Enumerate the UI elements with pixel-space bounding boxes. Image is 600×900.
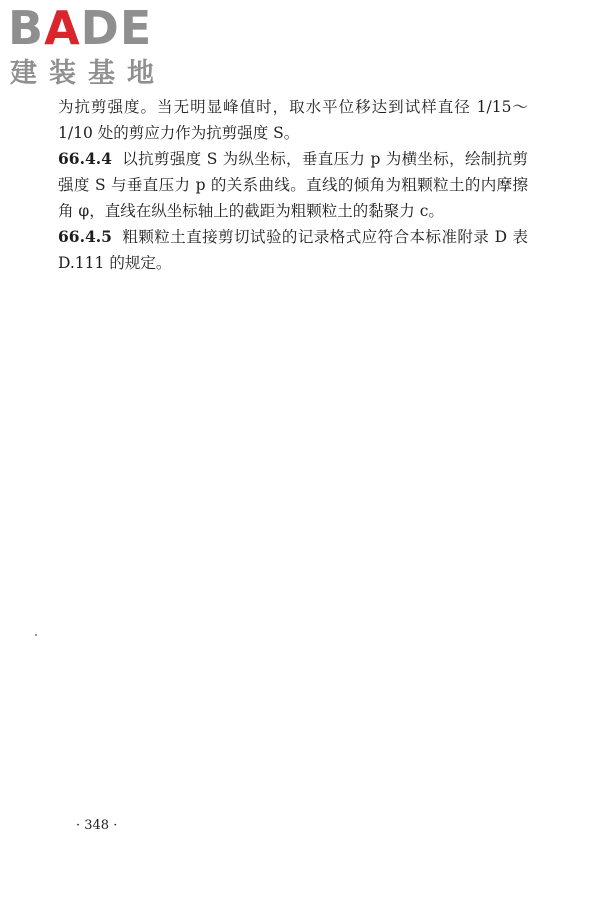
- clause-number: 66.4.5: [58, 227, 112, 246]
- document-body: [58, 94, 528, 276]
- paragraph-text: 为抗剪强度。当无明显峰值时，取水平位移达到试样直径 1/15～1/10 处的剪应力作为抗剪强度 S。: [58, 98, 528, 142]
- logo-letters-de: DE: [80, 1, 153, 55]
- logo-letter-a-accent: A: [44, 1, 81, 55]
- clause-66-4-4: [58, 146, 528, 224]
- clause-text: 以抗剪强度 S 为纵坐标，垂直压力 p 为横坐标，绘制抗剪强度 S 与垂直压力 p 的关系曲线。直线的倾角为粗颗粒土的内摩擦角 φ，直线在纵坐标轴上的截距为粗颗粒土的黏聚力 c。: [58, 150, 528, 220]
- page-number: · 348 ·: [76, 818, 118, 833]
- paragraph-continuation: [58, 94, 528, 146]
- logo-wordmark: [8, 2, 152, 54]
- clause-text: 粗颗粒土直接剪切试验的记录格式应符合本标准附录 D 表 D.111 的规定。: [58, 228, 528, 272]
- logo-letter-b: B: [8, 1, 45, 55]
- scan-speck: [35, 634, 37, 636]
- watermark-logo: [8, 2, 178, 90]
- clause-66-4-5: [58, 224, 528, 276]
- logo-subtitle: 建装基地: [10, 58, 166, 89]
- clause-number: 66.4.4: [58, 149, 112, 168]
